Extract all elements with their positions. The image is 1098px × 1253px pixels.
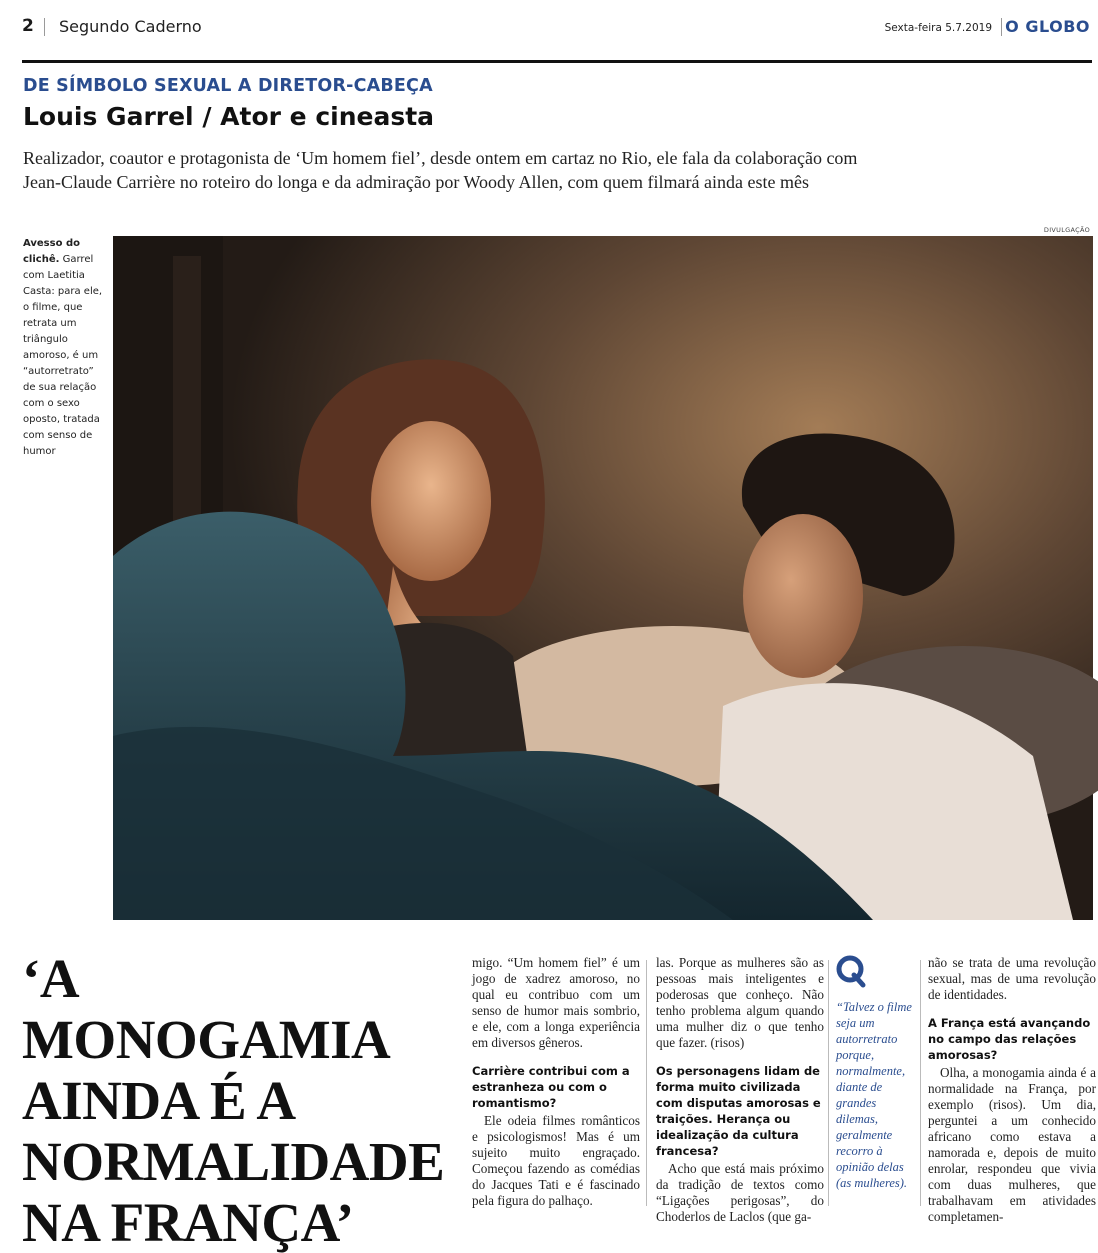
article-headline: Louis Garrel / Ator e cineasta [23,102,435,131]
text-column-4 [928,955,1096,1225]
article-deck [23,146,1083,194]
header-divider [44,18,45,36]
column-divider [828,960,829,1206]
body-paragraph: Olha, a monogamia ainda é a normalidade na França, por exemplo (risos). Um dia, perguntei a um conhecido africano como estava a namorada e, depois de muito enrolar, respondeu que vivia com duas mulheres, que trabalhavam em atividades completamen- [928,1065,1096,1224]
quote-line: NORMALIDADE [22,1131,445,1192]
newspaper-logo: O GLOBO [1005,17,1090,36]
page-number: 2 [22,16,34,36]
quote-line: ‘A MONOGAMIA [22,948,391,1070]
interview-question: A França está avançando no campo das relações amorosas? [928,1016,1091,1062]
photo-credit: DIVULGAÇÃO [1043,226,1090,234]
quote-line: NA FRANÇA’ [22,1192,354,1253]
quote-line: AINDA É A [22,1070,296,1131]
header-divider [1001,18,1002,36]
deck-line: Realizador, coautor e protagonista de ‘Um homem fiel’, desde ontem em cartaz no Rio, ele fala da colaboração com [23,148,858,168]
film-still-photo [113,236,1093,920]
pull-quote-text: “Talvez o filme seja um autorretrato porque, normalmente, diante de grandes dilemas, geralmente recorro à opinião delas (as mulheres). [836,1000,912,1190]
deck-line: Jean-Claude Carrière no roteiro do longa e da admiração por Woody Allen, com quem filmará ainda este mês [23,172,809,192]
text-column-1 [472,955,640,1209]
body-paragraph: Acho que está mais próximo da tradição de textos como “Ligações perigosas”, do Choderlos de Laclos (que ga- [656,1161,824,1224]
body-paragraph: las. Porque as mulheres são as pessoas mais inteligentes e poderosas que conheço. Não tenho problema algum quando uma mulher diz o que tenho que fazer. (risos) [656,955,824,1050]
column-divider [920,960,921,1206]
header-rule [22,60,1092,63]
text-column-2 [656,955,824,1225]
caption-text: Garrel com Laetitia Casta: para ele, o filme, que retrata um triângulo amoroso, é um “autorretrato” de sua relação com o sexo oposto, tratada com senso de humor [23,254,103,457]
body-paragraph: não se trata de uma revolução sexual, mas de uma revolução de identidades. [928,955,1096,1002]
side-pull-quote [836,955,916,1191]
film-still-illustration [113,236,1093,920]
interview-question: Os personagens lidam de forma muito civilizada com disputas amorosas e traições. Herança ou idealização da cultura francesa? [656,1064,821,1158]
page-header [22,14,1090,44]
body-paragraph: migo. “Um homem fiel” é um jogo de xadrez amoroso, no qual eu contribuo com um senso de humor mais sombrio, e ele, com a longa experiência em diversos gêneros. [472,955,640,1050]
pull-headline-quote [22,948,452,1253]
column-divider [646,960,647,1206]
issue-date: Sexta-feira 5.7.2019 [884,22,992,34]
body-paragraph: Ele odeia filmes românticos e psicologismos! Mas é um sujeito muito engraçado. Começou fazendo as comédias do Jacques Tati e é fascinado pela figura do palhaço. [472,1113,640,1208]
q-letter-icon [836,955,866,987]
section-name: Segundo Caderno [59,17,202,36]
interview-question: Carrière contribui com a estranheza ou com o romantismo? [472,1064,630,1110]
article-kicker: DE SÍMBOLO SEXUAL A DIRETOR-CABEÇA [23,76,433,96]
photo-caption [23,236,105,460]
caption-lead: Avesso do clichê. [23,238,80,265]
